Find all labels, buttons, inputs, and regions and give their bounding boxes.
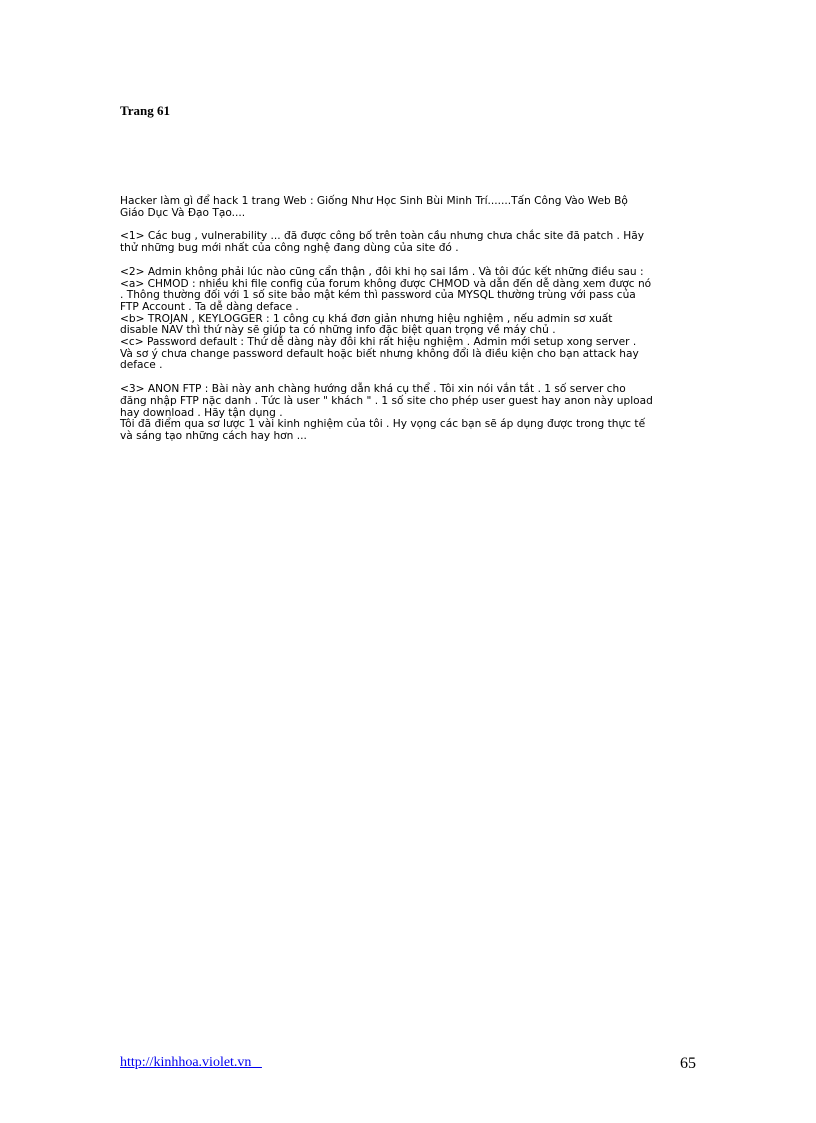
text-line: <a> CHMOD : nhiều khi file config của forum không được CHMOD và dẫn đến dễ dàng xem được nó: [120, 277, 652, 290]
text-line: Tôi đã điểm qua sơ lược 1 vài kinh nghiệm của tôi . Hy vọng các bạn sẽ áp dụng được trong thực tế: [120, 418, 646, 431]
page-number: 65: [680, 1055, 696, 1072]
paragraph: [120, 267, 700, 372]
text-line: FTP Account . Ta dễ dàng deface .: [120, 300, 299, 313]
text-line: <c> Password default : Thứ dễ dàng này đôi khi rất hiệu nghiệm . Admin mới setup xong server .: [120, 336, 637, 349]
text-line: deface .: [120, 359, 163, 372]
page-heading: Trang 61: [120, 103, 170, 118]
paragraph: [120, 384, 700, 443]
text-line: Và sơ ý chưa change password default hoặc biết nhưng không đổi là điều kiện cho bạn attack hay: [120, 347, 639, 360]
text-line: hay download . Hãy tận dụng .: [120, 406, 283, 419]
text-line: . Thông thường đối với 1 số site bảo mật kém thì password của MYSQL thường trùng với pass của: [120, 289, 636, 302]
paragraph: [120, 231, 700, 254]
text-line: và sáng tạo những cách hay hơn ...: [120, 429, 307, 442]
body-text: [120, 196, 700, 455]
text-line: <2> Admin không phải lúc nào cũng cẩn thận , đôi khi họ sai lầm . Và tôi đúc kết những điều sau :: [120, 265, 644, 278]
text-line: đăng nhập FTP nặc danh . Tức là user " khách " . 1 số site cho phép user guest hay anon này upload: [120, 394, 653, 407]
text-line: <3> ANON FTP : Bài này anh chàng hướng dẫn khá cụ thể . Tôi xin nói vắn tắt . 1 số server cho: [120, 383, 626, 396]
text-line: <b> TROJAN , KEYLOGGER : 1 công cụ khá đơn giản nhưng hiệu nghiệm , nếu admin sơ xuất: [120, 312, 613, 325]
text-line: Giáo Dục Và Đạo Tạo....: [120, 206, 246, 219]
text-line: thử những bug mới nhất của công nghệ đang dùng của site đó .: [120, 242, 459, 255]
text-line: disable NAV thì thứ này sẽ giúp ta có những info đặc biệt quan trọng về máy chủ .: [120, 324, 556, 337]
footer-link[interactable]: http://kinhhoa.violet.vn: [120, 1055, 262, 1070]
text-line: Hacker làm gì để hack 1 trang Web : Giống Như Học Sinh Bùi Minh Trí.......Tấn Công Vào Web Bộ: [120, 195, 628, 207]
paragraph: [120, 196, 700, 219]
text-line: <1> Các bug , vulnerability ... đã được công bố trên toàn cầu nhưng chưa chắc site đã patch . Hãy: [120, 230, 644, 243]
